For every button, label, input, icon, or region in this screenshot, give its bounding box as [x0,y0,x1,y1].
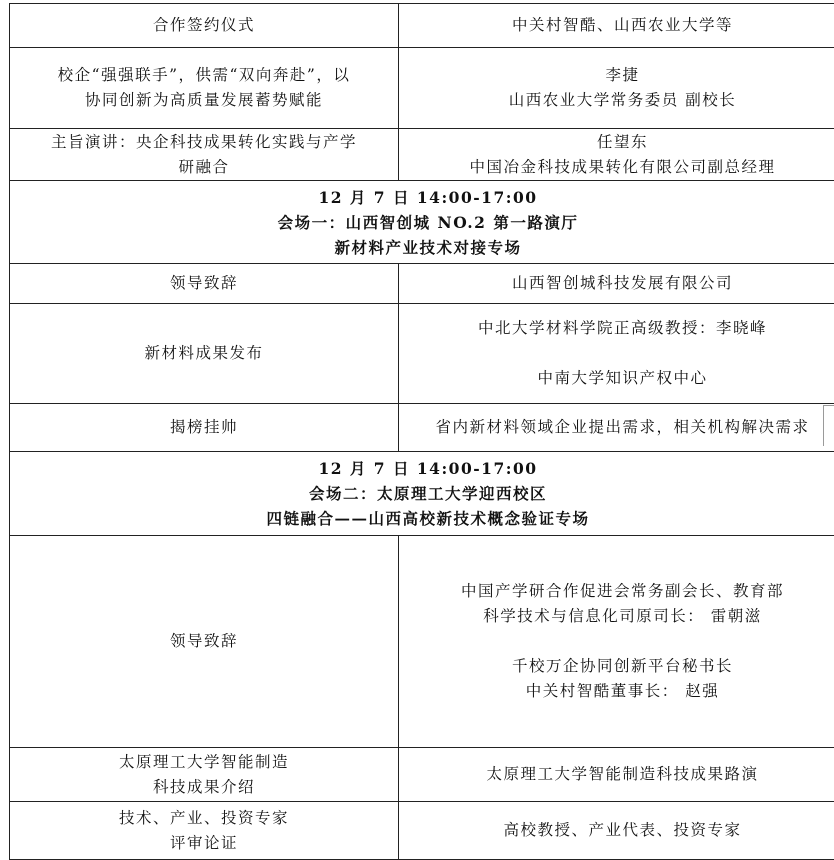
schedule-participant [399,264,834,304]
item-text: 评审论证 [169,833,238,852]
session-theme: 四链融合——山西高校新技术概念验证专场 [266,509,590,528]
table-row [10,304,834,404]
table-row [10,748,834,802]
schedule-participant [399,802,834,860]
speaker-title: 中国冶金科技成果转化有限公司副总经理 [469,157,776,176]
table-row [10,129,834,181]
schedule-participant [399,304,834,404]
participant-text: 中北大学材料学院正高级教授：李晓峰 [477,319,767,337]
table-row [10,404,834,452]
session-venue: 会场二：太原理工大学迎西校区 [308,484,547,503]
table-row [10,48,834,129]
participant-text: 省内新材料领域企业提出需求，相关机构解决需求 [435,418,810,436]
session-time: 12 月 7 日 14:00-17:00 [318,459,538,478]
session-header [10,452,834,536]
schedule-participant [399,404,834,452]
session-theme: 新材料产业技术对接专场 [334,237,522,257]
schedule-participant [399,748,834,802]
speaker-title: 山西农业大学常务委员 副校长 [508,91,737,109]
schedule-item [10,4,399,48]
participant-text: 千校万企协同创新平台秘书长 [511,657,733,675]
participant-text: 太原理工大学智能制造科技成果路演 [486,765,759,783]
participant-text: 中南大学知识产权中心 [537,369,708,387]
participant-text: 科学技术与信息化司原司长： 雷朝滋 [483,607,762,625]
item-text: 技术、产业、投资专家 [118,808,289,827]
item-text: 校企“强强联手”，供需“双向奔赴”，以 [57,66,351,84]
item-text: 领导致辞 [169,274,238,292]
schedule-item [10,536,399,748]
page-edge-marker [823,405,834,446]
session-header [10,181,834,264]
session-venue: 会场一：山西智创城 NO.2 第一路演厅 [277,212,579,232]
item-text: 揭榜挂帅 [169,418,238,436]
table-row [10,802,834,860]
participant-text: 山西智创城科技发展有限公司 [511,274,733,292]
item-text: 合作签约仪式 [152,16,255,34]
table-row [10,4,834,48]
item-text: 领导致辞 [169,632,238,650]
participant-text: 高校教授、产业代表、投资专家 [503,821,742,839]
participant-text: 中关村智酷、山西农业大学等 [511,16,733,34]
participant-text: 中国产学研合作促进会常务副会长、教育部 [460,582,784,600]
speaker-name: 李捷 [605,66,640,84]
item-text: 研融合 [178,157,230,176]
event-schedule-table [9,3,834,860]
item-text: 主旨演讲：央企科技成果转化实践与产学 [50,132,357,151]
item-text: 协同创新为高质量发展蓄势赋能 [84,91,323,109]
session-header-row [10,452,834,536]
schedule-participant [399,129,834,181]
item-text: 太原理工大学智能制造 [118,752,289,771]
schedule-item [10,48,399,129]
speaker-name: 任望东 [596,132,648,151]
schedule-participant [399,48,834,129]
schedule-item [10,802,399,860]
session-time: 12 月 7 日 14:00-17:00 [318,187,538,207]
schedule-item [10,748,399,802]
schedule-item [10,264,399,304]
schedule-participant [399,4,834,48]
item-text: 新材料成果发布 [144,344,264,362]
schedule-participant [399,536,834,748]
participant-text: 中关村智酷董事长： 赵强 [525,682,720,700]
item-text: 科技成果介绍 [152,777,255,796]
schedule-item [10,129,399,181]
table-row [10,536,834,748]
schedule-item [10,304,399,404]
table-row [10,264,834,304]
schedule-item [10,404,399,452]
session-header-row [10,181,834,264]
